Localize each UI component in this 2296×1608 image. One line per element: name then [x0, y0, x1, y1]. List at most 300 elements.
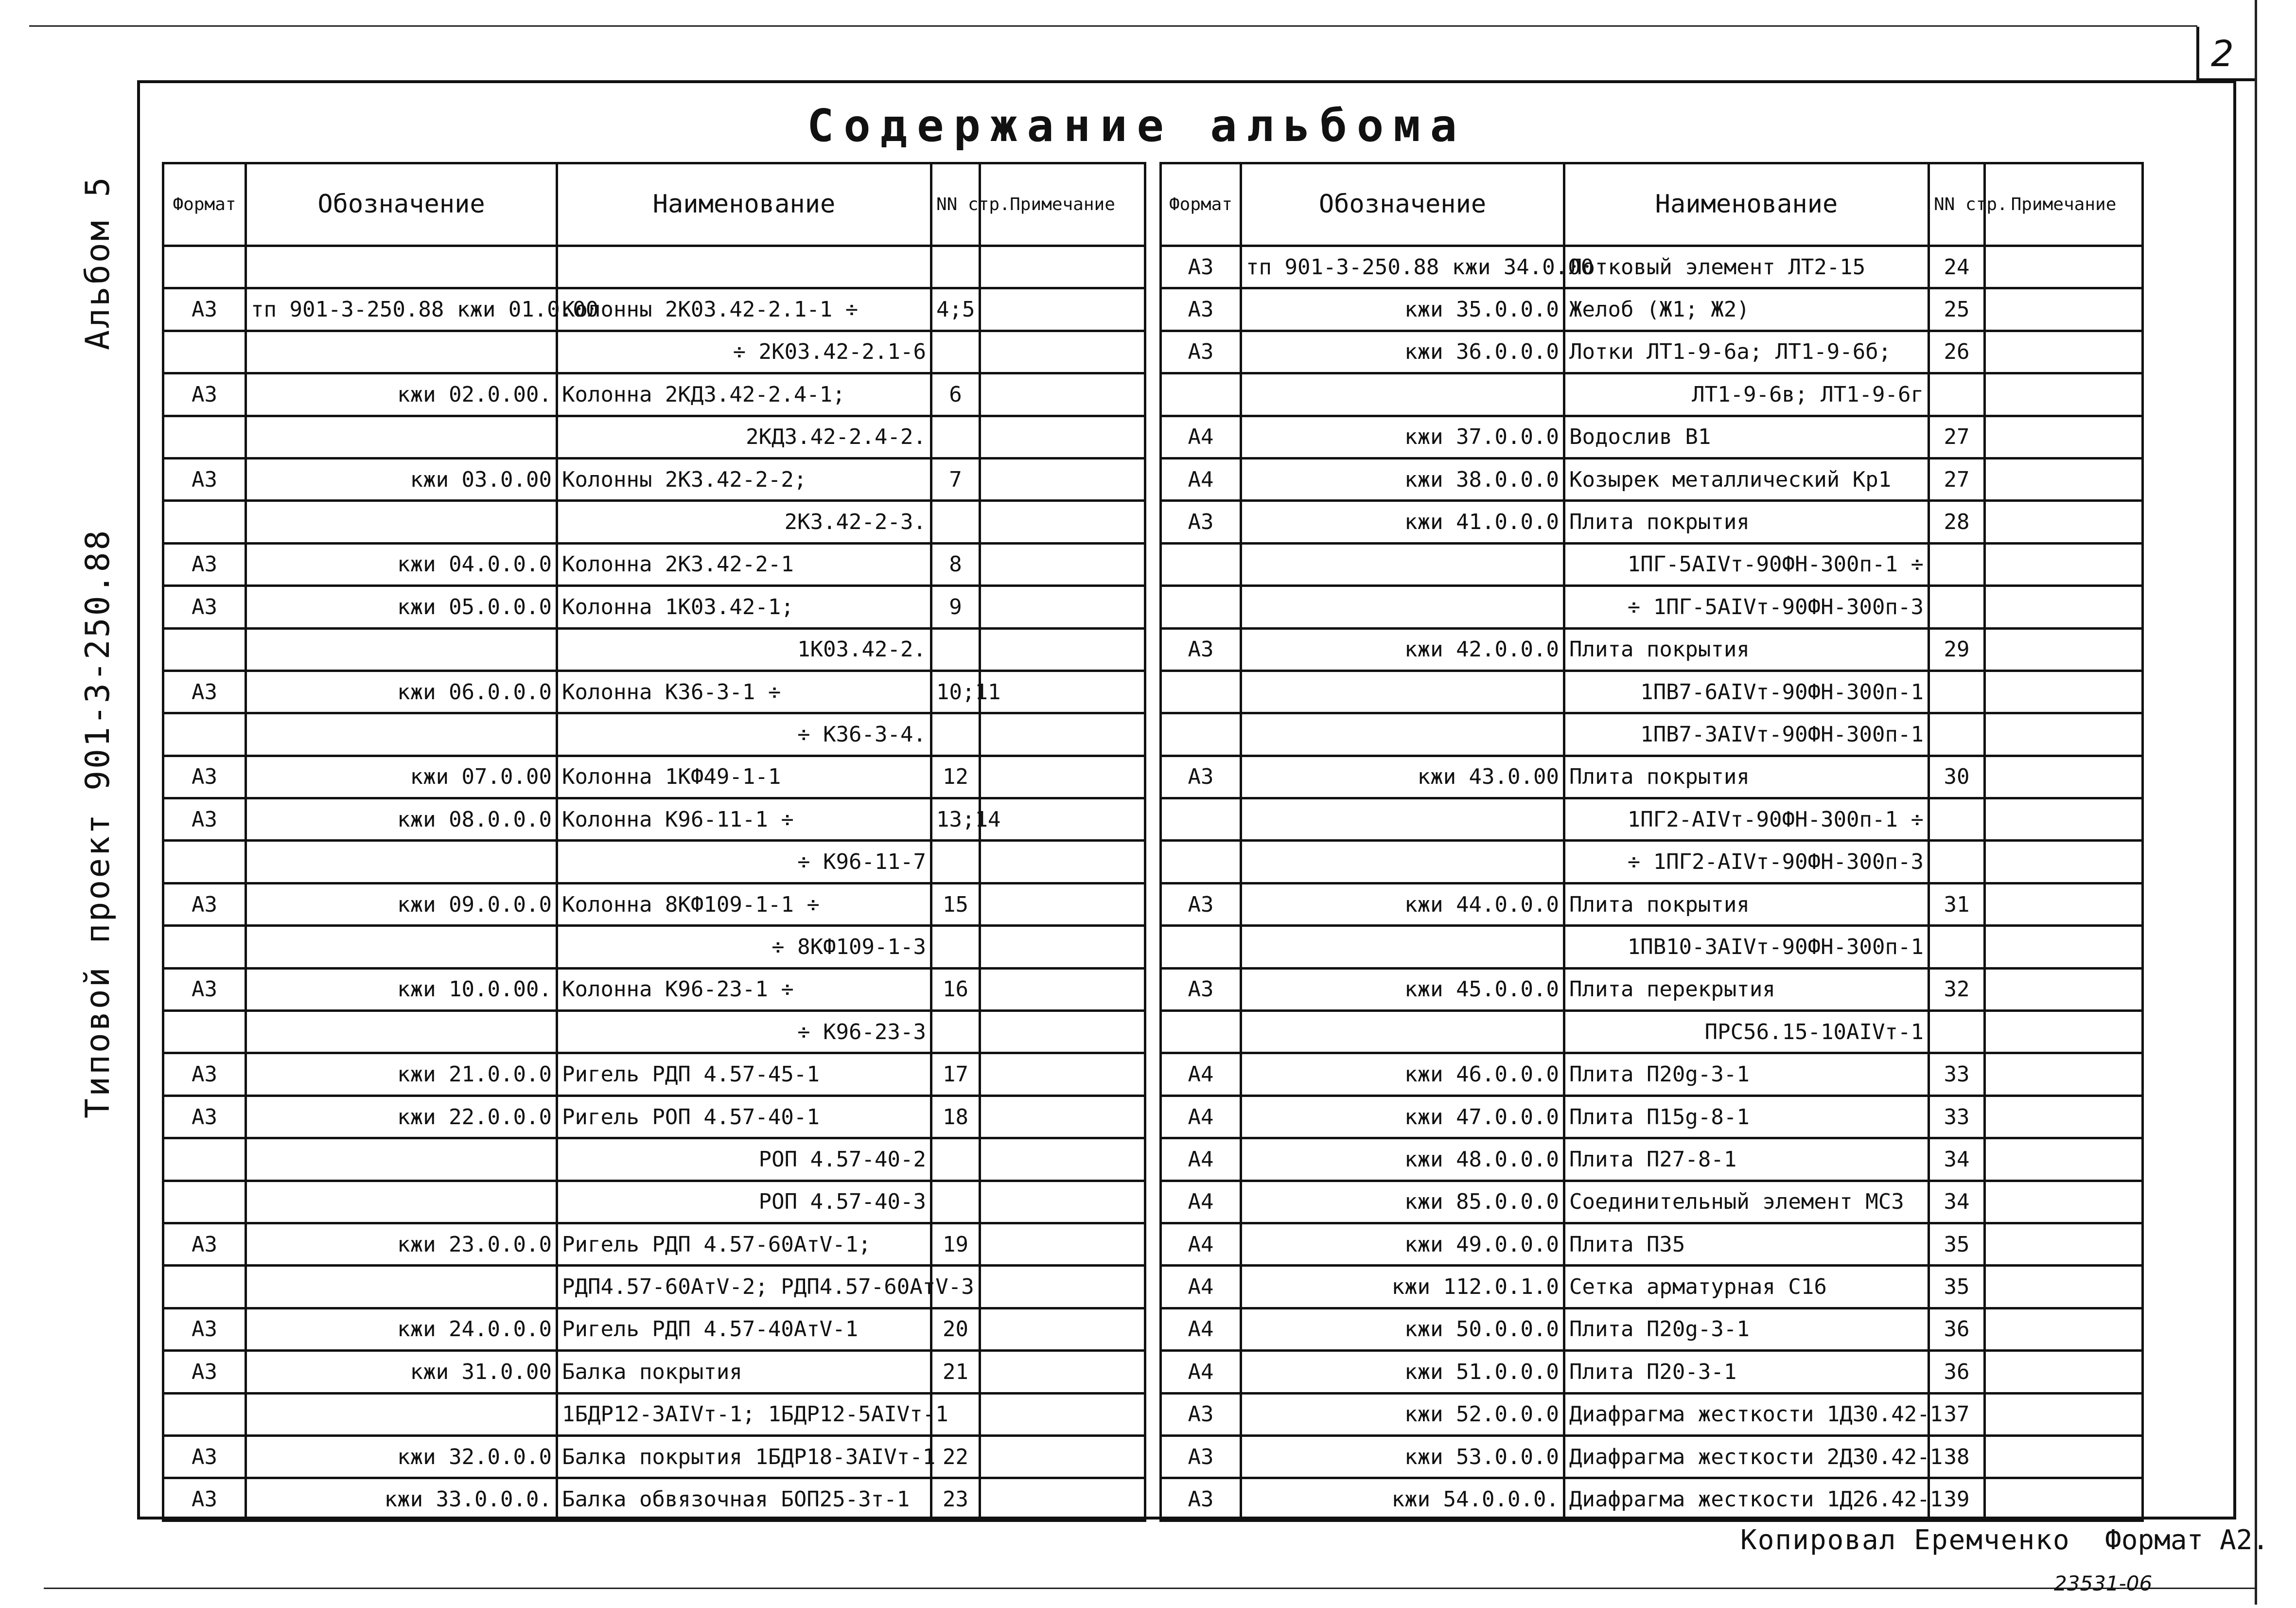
page-cell [1929, 841, 1985, 883]
designation-cell: кжи 07.0.00 [246, 756, 557, 798]
name-cell: Сетка арматурная С16 [1564, 1266, 1929, 1308]
name-cell: ÷ К96-11-7 [557, 841, 931, 883]
note-cell [1985, 1223, 2143, 1265]
table-row [163, 756, 1145, 798]
format-cell [163, 628, 246, 671]
table-row [163, 1096, 1145, 1138]
format-cell: А4 [1161, 1351, 1241, 1393]
note-cell [1985, 1096, 2143, 1138]
note-cell [980, 1053, 1145, 1096]
name-cell: ПРС56.15-10АIVт-1 [1564, 1011, 1929, 1053]
page-cell: 36 [1929, 1308, 1985, 1350]
format-cell: А3 [1161, 331, 1241, 373]
table-row [163, 1435, 1145, 1478]
name-cell: Желоб (Ж1; Ж2) [1564, 288, 1929, 331]
table-row [163, 1223, 1145, 1265]
name-cell: Плита П20g-3-1 [1564, 1053, 1929, 1096]
page-cell: 37 [1929, 1393, 1985, 1435]
designation-cell: кжи 52.0.0.0 [1241, 1393, 1564, 1435]
right-edge-line [2255, 0, 2257, 1605]
name-cell: ЛТ1-9-6в; ЛТ1-9-6г [1564, 373, 1929, 416]
name-cell: Плита покрытия [1564, 883, 1929, 925]
name-cell: 1ПГ2-АIVт-90ФН-300п-1 ÷ [1564, 798, 1929, 841]
designation-cell: кжи 48.0.0.0 [1241, 1138, 1564, 1181]
page-cell [1929, 671, 1985, 713]
name-cell: ÷ 2К03.42-2.1-6 [557, 331, 931, 373]
name-cell: ÷ 8КФ109-1-3 [557, 926, 931, 968]
format-cell: А3 [1161, 756, 1241, 798]
note-cell [980, 458, 1145, 500]
format-cell: А3 [163, 1308, 246, 1350]
table-row [1161, 671, 2143, 713]
note-cell [980, 713, 1145, 756]
designation-cell [246, 926, 557, 968]
page-cell [1929, 1011, 1985, 1053]
table-row [163, 926, 1145, 968]
table-row [163, 713, 1145, 756]
contents-table-right [1159, 162, 2144, 1522]
name-cell: РДП4.57-60АтV-2; РДП4.57-60АтV-3 [557, 1266, 931, 1308]
table-row [1161, 373, 2143, 416]
name-cell: Колонны 2К03.42-2.1-1 ÷ [557, 288, 931, 331]
note-cell [1985, 926, 2143, 968]
page-cell: 9 [931, 586, 980, 628]
table-row [1161, 1478, 2143, 1520]
designation-cell: кжи 08.0.0.0 [246, 798, 557, 841]
designation-cell: кжи 41.0.0.0 [1241, 501, 1564, 543]
designation-cell: кжи 06.0.0.0 [246, 671, 557, 713]
name-cell: Плита покрытия [1564, 628, 1929, 671]
table-row [1161, 501, 2143, 543]
designation-cell: кжи 53.0.0.0 [1241, 1435, 1564, 1478]
note-cell [1985, 756, 2143, 798]
note-cell [1985, 841, 2143, 883]
table-row [1161, 1223, 2143, 1265]
designation-cell: кжи 38.0.0.0 [1241, 458, 1564, 500]
name-cell: Плита П27-8-1 [1564, 1138, 1929, 1181]
designation-cell [1241, 543, 1564, 585]
copied-by: Копировал Еремченко [1740, 1524, 2070, 1556]
header-pages: NN стр. [1929, 163, 1985, 246]
format-cell: А3 [1161, 1435, 1241, 1478]
page-cell: 21 [931, 1351, 980, 1393]
page-cell: 7 [931, 458, 980, 500]
table-row [1161, 713, 2143, 756]
table-row [1161, 1266, 2143, 1308]
format-cell: А3 [163, 883, 246, 925]
top-edge-line [29, 25, 2197, 27]
note-cell [1985, 1393, 2143, 1435]
name-cell: Колонна 8КФ109-1-1 ÷ [557, 883, 931, 925]
format-cell: А3 [163, 968, 246, 1010]
note-cell [1985, 628, 2143, 671]
page-cell: 20 [931, 1308, 980, 1350]
table-row [1161, 756, 2143, 798]
note-cell [980, 501, 1145, 543]
note-cell [980, 586, 1145, 628]
name-cell: Колонна 1КФ49-1-1 [557, 756, 931, 798]
note-cell [1985, 501, 2143, 543]
contents-table-left [162, 162, 1146, 1522]
note-cell [1985, 1478, 2143, 1520]
name-cell: 1К03.42-2. [557, 628, 931, 671]
table-row [163, 671, 1145, 713]
note-cell [980, 628, 1145, 671]
format-cell: А3 [163, 756, 246, 798]
note-cell [980, 671, 1145, 713]
name-cell: Ригель РДП 4.57-45-1 [557, 1053, 931, 1096]
designation-cell: кжи 46.0.0.0 [1241, 1053, 1564, 1096]
designation-cell: кжи 42.0.0.0 [1241, 628, 1564, 671]
name-cell: ÷ 1ПГ2-АIVт-90ФН-300п-3 [1564, 841, 1929, 883]
format-cell: А4 [1161, 1223, 1241, 1265]
page-cell: 34 [1929, 1138, 1985, 1181]
table-row [163, 416, 1145, 458]
table-row [163, 1393, 1145, 1435]
format-cell [1161, 798, 1241, 841]
page-cell [1929, 713, 1985, 756]
format-cell [163, 1181, 246, 1223]
page-cell [1929, 586, 1985, 628]
table-row [1161, 926, 2143, 968]
page-cell [1929, 543, 1985, 585]
table-row [163, 1478, 1145, 1520]
note-cell [1985, 246, 2143, 288]
page-cell [1929, 373, 1985, 416]
name-cell: Колонны 2К3.42-2-2; [557, 458, 931, 500]
table-row [163, 288, 1145, 331]
name-cell: 1ПГ-5АIVт-90ФН-300п-1 ÷ [1564, 543, 1929, 585]
note-cell [1985, 543, 2143, 585]
page-cell: 12 [931, 756, 980, 798]
page-cell: 35 [1929, 1266, 1985, 1308]
format-cell: А3 [163, 373, 246, 416]
format-cell: А4 [1161, 1181, 1241, 1223]
designation-cell [246, 1181, 557, 1223]
header-note: Примечание [980, 163, 1145, 246]
table-row [163, 246, 1145, 288]
format-cell: А3 [1161, 883, 1241, 925]
note-cell [1985, 1138, 2143, 1181]
table-row [163, 543, 1145, 585]
format-cell [163, 1011, 246, 1053]
note-cell [1985, 288, 2143, 331]
designation-cell: кжи 37.0.0.0 [1241, 416, 1564, 458]
note-cell [1985, 1053, 2143, 1096]
page-cell [931, 841, 980, 883]
table-row [163, 841, 1145, 883]
note-cell [1985, 1181, 2143, 1223]
designation-cell: кжи 44.0.0.0 [1241, 883, 1564, 925]
name-cell: 1ПВ7-6АIVт-90ФН-300п-1 [1564, 671, 1929, 713]
format-cell: А3 [1161, 246, 1241, 288]
name-cell: Ригель РДП 4.57-40АтV-1 [557, 1308, 931, 1350]
designation-cell [246, 331, 557, 373]
name-cell: 1ПВ7-3АIVт-90ФН-300п-1 [1564, 713, 1929, 756]
name-cell: Водослив В1 [1564, 416, 1929, 458]
designation-cell: кжи 21.0.0.0 [246, 1053, 557, 1096]
designation-cell: кжи 02.0.00. [246, 373, 557, 416]
note-cell [980, 1435, 1145, 1478]
name-cell: Колонна 2К3.42-2-1 [557, 543, 931, 585]
table-row [163, 1308, 1145, 1350]
designation-cell [246, 246, 557, 288]
page-number: 2 [2211, 33, 2234, 75]
name-cell: Балка покрытия [557, 1351, 931, 1393]
note-cell [1985, 1351, 2143, 1393]
designation-cell [246, 1138, 557, 1181]
format-cell [1161, 1011, 1241, 1053]
note-cell [980, 331, 1145, 373]
designation-cell: кжи 09.0.0.0 [246, 883, 557, 925]
name-cell: Балка покрытия 1БДР18-3АIVт-1 [557, 1435, 931, 1478]
designation-cell: кжи 112.0.1.0 [1241, 1266, 1564, 1308]
note-cell [980, 373, 1145, 416]
note-cell [1985, 1308, 2143, 1350]
table-row [1161, 968, 2143, 1010]
name-cell: Балка обвязочная БОП25-3т-1 [557, 1478, 931, 1520]
name-cell: Козырек металлический Кр1 [1564, 458, 1929, 500]
header-row [163, 163, 1145, 246]
name-cell: Ригель РОП 4.57-40-1 [557, 1096, 931, 1138]
table-row [163, 1351, 1145, 1393]
bottom-edge-line [44, 1588, 2255, 1589]
note-cell [980, 1096, 1145, 1138]
table-row [163, 1266, 1145, 1308]
designation-cell: кжи 10.0.00. [246, 968, 557, 1010]
table-row [1161, 543, 2143, 585]
format-cell [1161, 713, 1241, 756]
table-row [163, 883, 1145, 925]
header-designation: Обозначение [1241, 163, 1564, 246]
table-row [163, 1011, 1145, 1053]
header-name: Наименование [1564, 163, 1929, 246]
album-label: Альбом 5 [79, 175, 117, 350]
page-cell [931, 246, 980, 288]
header-row [1161, 163, 2143, 246]
page-cell [931, 1138, 980, 1181]
format-cell: А4 [1161, 1053, 1241, 1096]
designation-cell [1241, 1011, 1564, 1053]
table-row [1161, 841, 2143, 883]
name-cell: Лотки ЛТ1-9-6а; ЛТ1-9-6б; [1564, 331, 1929, 373]
designation-cell [246, 1011, 557, 1053]
table-row [1161, 1011, 2143, 1053]
note-cell [1985, 1435, 2143, 1478]
table-row [1161, 883, 2143, 925]
designation-cell: кжи 32.0.0.0 [246, 1435, 557, 1478]
page-cell: 35 [1929, 1223, 1985, 1265]
name-cell: Колонна 2КД3.42-2.4-1; [557, 373, 931, 416]
designation-cell: кжи 50.0.0.0 [1241, 1308, 1564, 1350]
page-cell: 10;11 [931, 671, 980, 713]
page-cell: 15 [931, 883, 980, 925]
note-cell [1985, 798, 2143, 841]
name-cell: Плита П15g-8-1 [1564, 1096, 1929, 1138]
table-row [1161, 1138, 2143, 1181]
page-cell: 30 [1929, 756, 1985, 798]
designation-cell [1241, 586, 1564, 628]
designation-cell [246, 501, 557, 543]
table-row [163, 1138, 1145, 1181]
name-cell: ÷ 1ПГ-5АIVт-90ФН-300п-3 [1564, 586, 1929, 628]
name-cell: Плита покрытия [1564, 501, 1929, 543]
designation-cell: тп 901-3-250.88 кжи 34.0.00 [1241, 246, 1564, 288]
designation-cell [1241, 926, 1564, 968]
page-cell: 38 [1929, 1435, 1985, 1478]
note-cell [980, 841, 1145, 883]
table-row [163, 501, 1145, 543]
page-cell: 27 [1929, 416, 1985, 458]
note-cell [1985, 713, 2143, 756]
name-cell: 1ПВ10-3АIVт-90ФН-300п-1 [1564, 926, 1929, 968]
designation-cell: кжи 45.0.0.0 [1241, 968, 1564, 1010]
designation-cell: тп 901-3-250.88 кжи 01.0.00 [246, 288, 557, 331]
note-cell [1985, 373, 2143, 416]
name-cell: Плита покрытия [1564, 756, 1929, 798]
designation-cell: кжи 36.0.0.0 [1241, 331, 1564, 373]
designation-cell: кжи 04.0.0.0 [246, 543, 557, 585]
note-cell [1985, 416, 2143, 458]
designation-cell [246, 416, 557, 458]
page-cell: 17 [931, 1053, 980, 1096]
inventory-number: 23531-06 [2054, 1572, 2153, 1595]
table-row [1161, 288, 2143, 331]
page-cell [931, 713, 980, 756]
page-cell: 34 [1929, 1181, 1985, 1223]
page-cell [931, 1181, 980, 1223]
format-cell: А4 [1161, 1096, 1241, 1138]
designation-cell: кжи 22.0.0.0 [246, 1096, 557, 1138]
designation-cell: кжи 49.0.0.0 [1241, 1223, 1564, 1265]
name-cell: Колонна К96-23-1 ÷ [557, 968, 931, 1010]
table-row [163, 1181, 1145, 1223]
name-cell: 1БДР12-3АIVт-1; 1БДР12-5АIVт-1 [557, 1393, 931, 1435]
format-cell: А3 [163, 586, 246, 628]
project-label: Типовой проект 901-3-250.88 [79, 528, 117, 1118]
table-row [163, 458, 1145, 500]
header-pages: NN стр. [931, 163, 980, 246]
note-cell [1985, 1011, 2143, 1053]
format-cell: А4 [1161, 1138, 1241, 1181]
designation-cell: кжи 31.0.00 [246, 1351, 557, 1393]
note-cell [980, 883, 1145, 925]
page-cell: 26 [1929, 331, 1985, 373]
designation-cell: кжи 24.0.0.0 [246, 1308, 557, 1350]
header-format: Формат [163, 163, 246, 246]
table-row [1161, 246, 2143, 288]
table-row [1161, 1181, 2143, 1223]
table-row [1161, 458, 2143, 500]
name-cell: 2КД3.42-2.4-2. [557, 416, 931, 458]
name-cell: Плита П35 [1564, 1223, 1929, 1265]
designation-cell [246, 1266, 557, 1308]
name-cell: Диафрагма жесткости 2Д30.42-1 [1564, 1435, 1929, 1478]
name-cell: РОП 4.57-40-2 [557, 1138, 931, 1181]
table-row [1161, 1096, 2143, 1138]
page-cell: 22 [931, 1435, 980, 1478]
format-cell: А3 [163, 1053, 246, 1096]
format-cell [163, 926, 246, 968]
designation-cell [246, 713, 557, 756]
format-cell [163, 1393, 246, 1435]
note-cell [980, 1393, 1145, 1435]
format-cell: А3 [163, 1435, 246, 1478]
format-cell: А3 [1161, 628, 1241, 671]
designation-cell [1241, 841, 1564, 883]
table-row [163, 1053, 1145, 1096]
designation-cell: кжи 54.0.0.0. [1241, 1478, 1564, 1520]
format-cell: А3 [163, 1478, 246, 1520]
name-cell: Колонна К36-3-1 ÷ [557, 671, 931, 713]
header-format: Формат [1161, 163, 1241, 246]
format-cell [163, 416, 246, 458]
designation-cell [246, 628, 557, 671]
designation-cell [1241, 373, 1564, 416]
format-cell [1161, 373, 1241, 416]
page-cell: 33 [1929, 1096, 1985, 1138]
format-cell: А3 [163, 288, 246, 331]
table-row [1161, 1435, 2143, 1478]
page-cell [931, 501, 980, 543]
note-cell [1985, 331, 2143, 373]
note-cell [980, 416, 1145, 458]
designation-cell: кжи 03.0.00 [246, 458, 557, 500]
page-cell: 32 [1929, 968, 1985, 1010]
page-cell [1929, 926, 1985, 968]
name-cell: ÷ К36-3-4. [557, 713, 931, 756]
format-cell [1161, 926, 1241, 968]
table-row [163, 798, 1145, 841]
table-row [1161, 798, 2143, 841]
designation-cell: кжи 51.0.0.0 [1241, 1351, 1564, 1393]
name-cell: ÷ К96-23-3 [557, 1011, 931, 1053]
table-row [163, 586, 1145, 628]
format-cell [1161, 586, 1241, 628]
note-cell [1985, 671, 2143, 713]
format-cell: А3 [1161, 288, 1241, 331]
name-cell: Ригель РДП 4.57-60АтV-1; [557, 1223, 931, 1265]
format-cell: А3 [1161, 1393, 1241, 1435]
page-title: Содержание альбома [807, 100, 1467, 152]
format-cell: А4 [1161, 458, 1241, 500]
format-cell [1161, 543, 1241, 585]
table-row [163, 331, 1145, 373]
table-row [1161, 586, 2143, 628]
format-cell: А3 [163, 798, 246, 841]
page-cell [931, 926, 980, 968]
page-cell: 4;5 [931, 288, 980, 331]
page-cell: 36 [1929, 1351, 1985, 1393]
designation-cell: кжи 47.0.0.0 [1241, 1096, 1564, 1138]
note-cell [1985, 1266, 2143, 1308]
note-cell [1985, 968, 2143, 1010]
format-cell [163, 501, 246, 543]
note-cell [1985, 586, 2143, 628]
format-cell [163, 246, 246, 288]
format-cell: А3 [163, 543, 246, 585]
format-cell: А3 [163, 1223, 246, 1265]
note-cell [980, 1308, 1145, 1350]
name-cell: Плита П20-3-1 [1564, 1351, 1929, 1393]
page-cell: 6 [931, 373, 980, 416]
page-cell: 16 [931, 968, 980, 1010]
page-cell: 23 [931, 1478, 980, 1520]
format-cell: А3 [1161, 968, 1241, 1010]
table-row [163, 628, 1145, 671]
table-row [1161, 1351, 2143, 1393]
note-cell [980, 288, 1145, 331]
